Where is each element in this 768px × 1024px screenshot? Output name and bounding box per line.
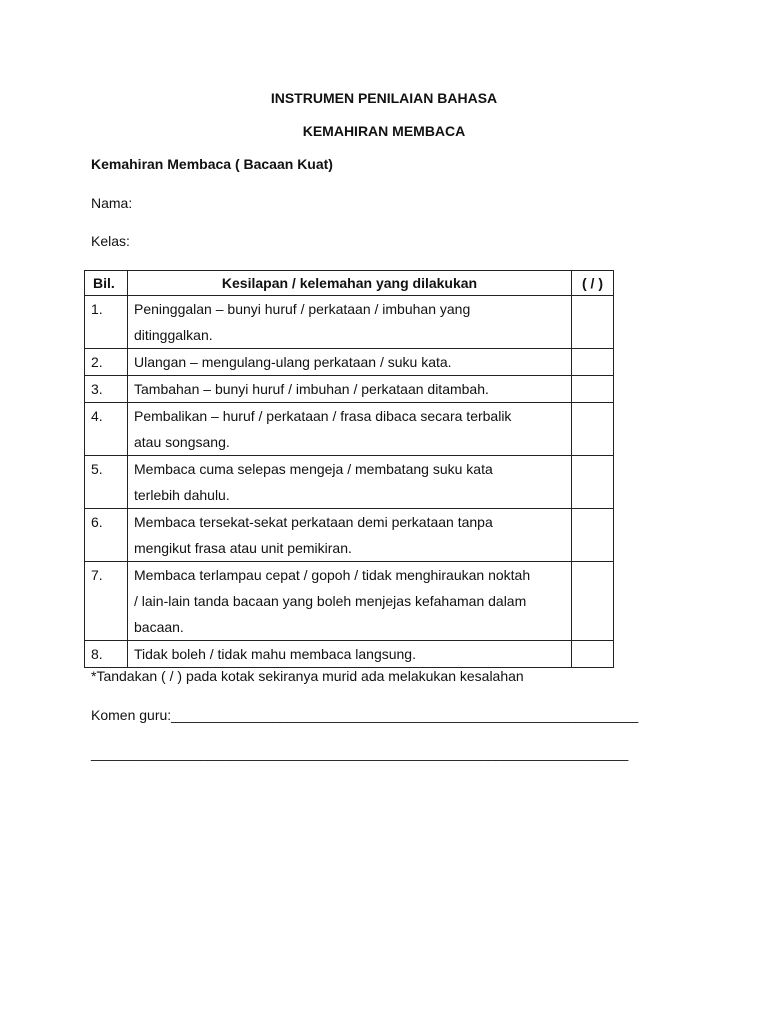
table-row [85,376,614,403]
tick-box[interactable] [572,562,614,641]
row-number: 6. [85,509,128,562]
row-description [128,562,572,641]
header-bil: Bil. [85,271,128,296]
header-kesilapan: Kesilapan / kelemahan yang dilakukan [128,271,572,296]
description-line: Tidak boleh / tidak mahu membaca langsung. [134,646,416,662]
description-line: terlebih dahulu. [134,487,230,503]
tick-box[interactable] [572,641,614,668]
description-line: Ulangan – mengulang-ulang perkataan / suku kata. [134,354,452,370]
table-row [85,456,614,509]
tick-box[interactable] [572,509,614,562]
description-line: Membaca terlampau cepat / gopoh / tidak menghiraukan noktah [134,567,531,583]
komen-guru-field: Komen guru:____________________________________________________________ [91,707,639,723]
description-line: atau songsang. [134,434,230,450]
table-row [85,562,614,641]
kelas-label: Kelas: [91,233,130,249]
komen-continuation-line: _____________________________________________________________________ [91,745,629,761]
row-description [128,403,572,456]
description-line: Peninggalan – bunyi huruf / perkataan / imbuhan yang [134,301,471,317]
description-line: Tambahan – bunyi huruf / imbuhan / perkataan ditambah. [134,381,489,397]
row-number: 1. [85,296,128,349]
table-row [85,403,614,456]
row-number: 7. [85,562,128,641]
row-description [128,641,572,668]
row-description [128,456,572,509]
description-line: ditinggalkan. [134,327,213,343]
table-header-row [85,271,614,296]
tick-box[interactable] [572,296,614,349]
tick-box[interactable] [572,456,614,509]
row-number: 8. [85,641,128,668]
tick-box[interactable] [572,403,614,456]
description-line: / lain-lain tanda bacaan yang boleh menjejas kefahaman dalam [134,593,527,609]
row-description [128,509,572,562]
description-line: mengikut frasa atau unit pemikiran. [134,540,352,556]
table-row [85,349,614,376]
document-title: INSTRUMEN PENILAIAN BAHASA [270,90,498,106]
error-checklist-table [84,270,614,668]
instruction-note: *Tandakan ( / ) pada kotak sekiranya murid ada melakukan kesalahan [91,668,524,684]
description-line: Pembalikan – huruf / perkataan / frasa dibaca secara terbalik [134,408,512,424]
row-description [128,296,572,349]
description-line: bacaan. [134,619,184,635]
tick-box[interactable] [572,349,614,376]
header-tanda: ( / ) [572,271,614,296]
tick-box[interactable] [572,376,614,403]
row-number: 3. [85,376,128,403]
section-heading: Kemahiran Membaca ( Bacaan Kuat) [91,156,333,172]
row-description [128,349,572,376]
description-line: Membaca tersekat-sekat perkataan demi perkataan tanpa [134,514,493,530]
nama-label: Nama: [91,195,133,211]
table-row [85,296,614,349]
row-number: 4. [85,403,128,456]
document-subtitle: KEMAHIRAN MEMBACA [302,123,466,139]
row-number: 5. [85,456,128,509]
row-number: 2. [85,349,128,376]
table-row [85,509,614,562]
description-line: Membaca cuma selepas mengeja / membatang suku kata [134,461,493,477]
table-row [85,641,614,668]
row-description [128,376,572,403]
